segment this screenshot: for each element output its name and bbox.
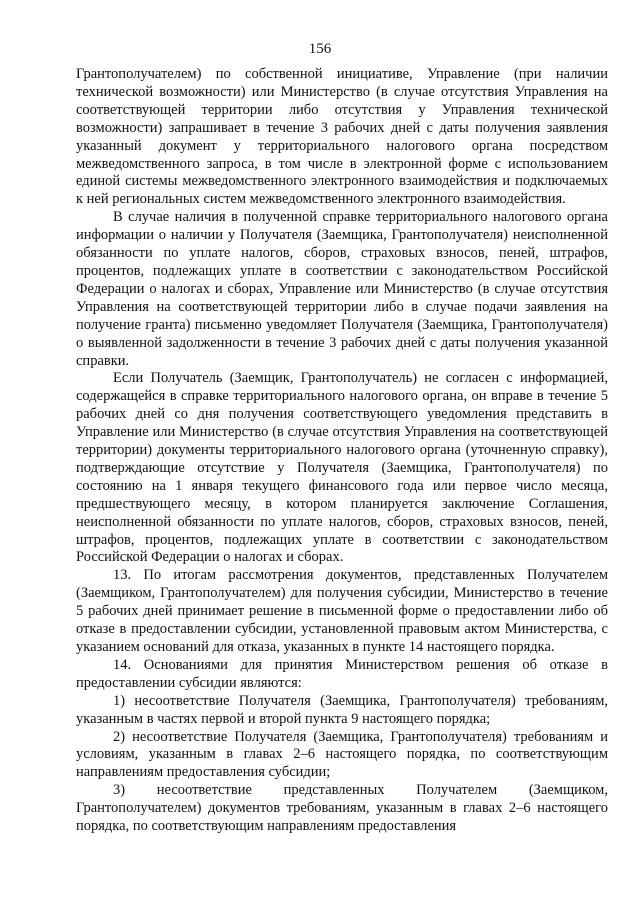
paragraph-item-14-3: 3) несоответствие представленных Получателем (Заемщиком, Грантополучателем) документов требованиям, указанным в главах 2–6 настоящего порядка, по соответствующим направлениям предоставления xyxy=(76,782,608,835)
paragraph-item-14-1: 1) несоответствие Получателя (Заемщика, Грантополучателя) требованиям, указанным в частях первой и второй пункта 9 настоящего порядка; xyxy=(76,692,608,727)
page-number: 156 xyxy=(308,41,332,57)
paragraph-item-13: 13. По итогам рассмотрения документов, представленных Получателем (Заемщиком, Грантополучателем) для получения субсидии, Министерство в течение 5 рабочих дней принимает решение в письменной форме о предоставлении либо об отказе в предоставлении субсидии, установленной правовым актом Министерства, с указанием оснований для отказа, указанных в пункте 14 настоящего порядка. xyxy=(76,567,608,655)
paragraph-disagreement: Если Получатель (Заемщик, Грантополучатель) не согласен с информацией, содержащейся в справке территориального налогового органа, он вправе в течение 5 рабочих дней со дня получения соответствующего уведомления представить в Управление или Министерство (в случае отсутствия Управления на соответствующей территории) документы территориального налогового органа (уточненную справку), подтверждающие отсутствие у Получателя (Заемщика, Грантополучателя) по состоянию на 1 января текущего финансового года или первое число месяца, предшествующего месяцу, в котором планируется заключение Соглашения, неисполненной обязанности по уплате налогов, сборов, страховых взносов, пеней, штрафов, процентов, подлежащих уплате в соответствии с законодательством Российской Федерации о налогах и сборах. xyxy=(76,370,608,566)
paragraph-continuation: Грантополучателем) по собственной инициативе, Управление (при наличии технической возможности) или Министерство (в случае отсутствия Управления на соответствующей территории либо отсутствия у Управления технической возможности) запрашивает в течение 3 рабочих дней с даты получения заявления указанный документ у территориального налогового органа посредством межведомственного запроса, в том числе в электронной форме с использованием единой системы межведомственного электронного взаимодействия и подключаемых к ней региональных систем межведомственного электронного взаимодействия. xyxy=(76,66,608,208)
paragraph-tax-debt-notice: В случае наличия в полученной справке территориального налогового органа информации о наличии у Получателя (Заемщика, Грантополучателя) неисполненной обязанности по уплате налогов, сборов, страховых взносов, пеней, штрафов, процентов, подлежащих уплате в соответствии с законодательством Российской Федерации о налогах и сборах, Управление или Министерство (в случае отсутствия Управления на соответствующей территории либо в случае подачи заявления на получение гранта) письменно уведомляет Получателя (Заемщика, Грантополучателя) о выявленной задолженности в течение 3 рабочих дней с даты получения указанной справки. xyxy=(76,209,608,369)
paragraph-item-14-2: 2) несоответствие Получателя (Заемщика, Грантополучателя) требованиям и условиям, указанным в главах 2–6 настоящего порядка, по соответствующим направлениям предоставления субсидии; xyxy=(76,728,608,781)
document-body xyxy=(76,66,608,836)
paragraph-item-14: 14. Основаниями для принятия Министерством решения об отказе в предоставлении субсидии являются: xyxy=(76,656,608,691)
